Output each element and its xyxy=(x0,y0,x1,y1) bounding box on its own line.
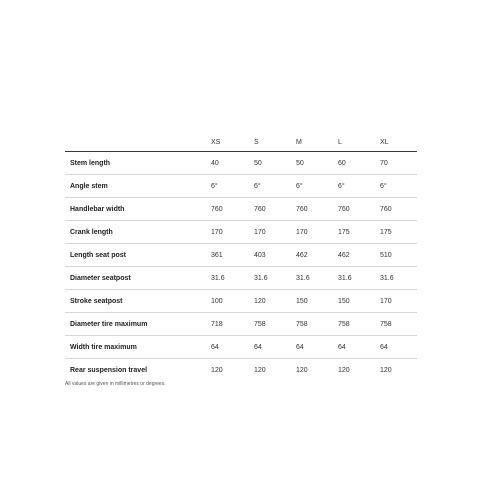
table-row xyxy=(65,175,417,198)
table-cell: 6° xyxy=(211,182,218,190)
table-cell: 6° xyxy=(254,182,261,190)
table-cell: 760 xyxy=(211,205,223,213)
table-cell: 120 xyxy=(296,366,308,374)
table-cell: 31.6 xyxy=(211,274,225,282)
table-cell: 760 xyxy=(338,205,350,213)
table-cell: 120 xyxy=(254,297,266,305)
column-header-xl: XL xyxy=(380,139,389,146)
table-cell: 120 xyxy=(338,366,350,374)
table-cell: 170 xyxy=(380,297,392,305)
table-cell: 64 xyxy=(296,343,304,351)
table-cell: 64 xyxy=(254,343,262,351)
column-header-l: L xyxy=(338,139,342,146)
table-row xyxy=(65,152,417,175)
table-header-row xyxy=(65,128,417,152)
table-cell: 120 xyxy=(211,366,223,374)
row-label: Rear suspension travel xyxy=(70,366,148,374)
table-cell: 70 xyxy=(380,159,388,167)
table-cell: 31.6 xyxy=(296,274,310,282)
table-cell: 462 xyxy=(338,251,350,259)
table-row xyxy=(65,244,417,267)
table-cell: 64 xyxy=(338,343,346,351)
table-cell: 150 xyxy=(338,297,350,305)
column-header-m: M xyxy=(296,139,302,146)
table-cell: 6° xyxy=(380,182,387,190)
row-label: Angle stem xyxy=(70,182,108,190)
table-row xyxy=(65,359,417,381)
table-cell: 760 xyxy=(380,205,392,213)
table-cell: 510 xyxy=(380,251,392,259)
units-note: All values are given in millimetres or degrees. xyxy=(65,381,166,387)
table-row xyxy=(65,336,417,359)
column-header-xs: XS xyxy=(211,139,221,146)
table-cell: 718 xyxy=(211,320,223,328)
table-row xyxy=(65,221,417,244)
row-label: Diameter seatpost xyxy=(70,274,131,282)
table-cell: 175 xyxy=(380,228,392,236)
table-cell: 120 xyxy=(380,366,392,374)
table-cell: 170 xyxy=(211,228,223,236)
table-cell: 100 xyxy=(211,297,223,305)
geometry-table xyxy=(65,128,417,381)
table-row xyxy=(65,290,417,313)
table-cell: 60 xyxy=(338,159,346,167)
table-cell: 758 xyxy=(296,320,308,328)
table-cell: 50 xyxy=(254,159,262,167)
table-cell: 50 xyxy=(296,159,304,167)
table-cell: 31.6 xyxy=(380,274,394,282)
row-label: Stroke seatpost xyxy=(70,297,123,305)
row-label: Length seat post xyxy=(70,251,127,259)
row-label: Crank length xyxy=(70,228,113,236)
table-row xyxy=(65,267,417,290)
table-row xyxy=(65,313,417,336)
table-cell: 758 xyxy=(338,320,350,328)
table-cell: 6° xyxy=(338,182,345,190)
row-label: Diameter tire maximum xyxy=(70,320,148,328)
table-cell: 361 xyxy=(211,251,223,259)
table-cell: 175 xyxy=(338,228,350,236)
row-label: Handlebar width xyxy=(70,205,125,213)
row-label: Stem length xyxy=(70,159,111,167)
table-row xyxy=(65,198,417,221)
column-header-s: S xyxy=(254,139,259,146)
table-cell: 403 xyxy=(254,251,266,259)
table-cell: 462 xyxy=(296,251,308,259)
table-cell: 31.6 xyxy=(254,274,268,282)
table-cell: 64 xyxy=(380,343,388,351)
table-cell: 120 xyxy=(254,366,266,374)
table-cell: 760 xyxy=(296,205,308,213)
table-cell: 150 xyxy=(296,297,308,305)
table-cell: 760 xyxy=(254,205,266,213)
table-cell: 170 xyxy=(296,228,308,236)
table-cell: 758 xyxy=(380,320,392,328)
table-cell: 40 xyxy=(211,159,219,167)
table-cell: 758 xyxy=(254,320,266,328)
table-cell: 64 xyxy=(211,343,219,351)
row-label: Width tire maximum xyxy=(70,343,137,351)
table-cell: 31.6 xyxy=(338,274,352,282)
table-cell: 6° xyxy=(296,182,303,190)
table-cell: 170 xyxy=(254,228,266,236)
